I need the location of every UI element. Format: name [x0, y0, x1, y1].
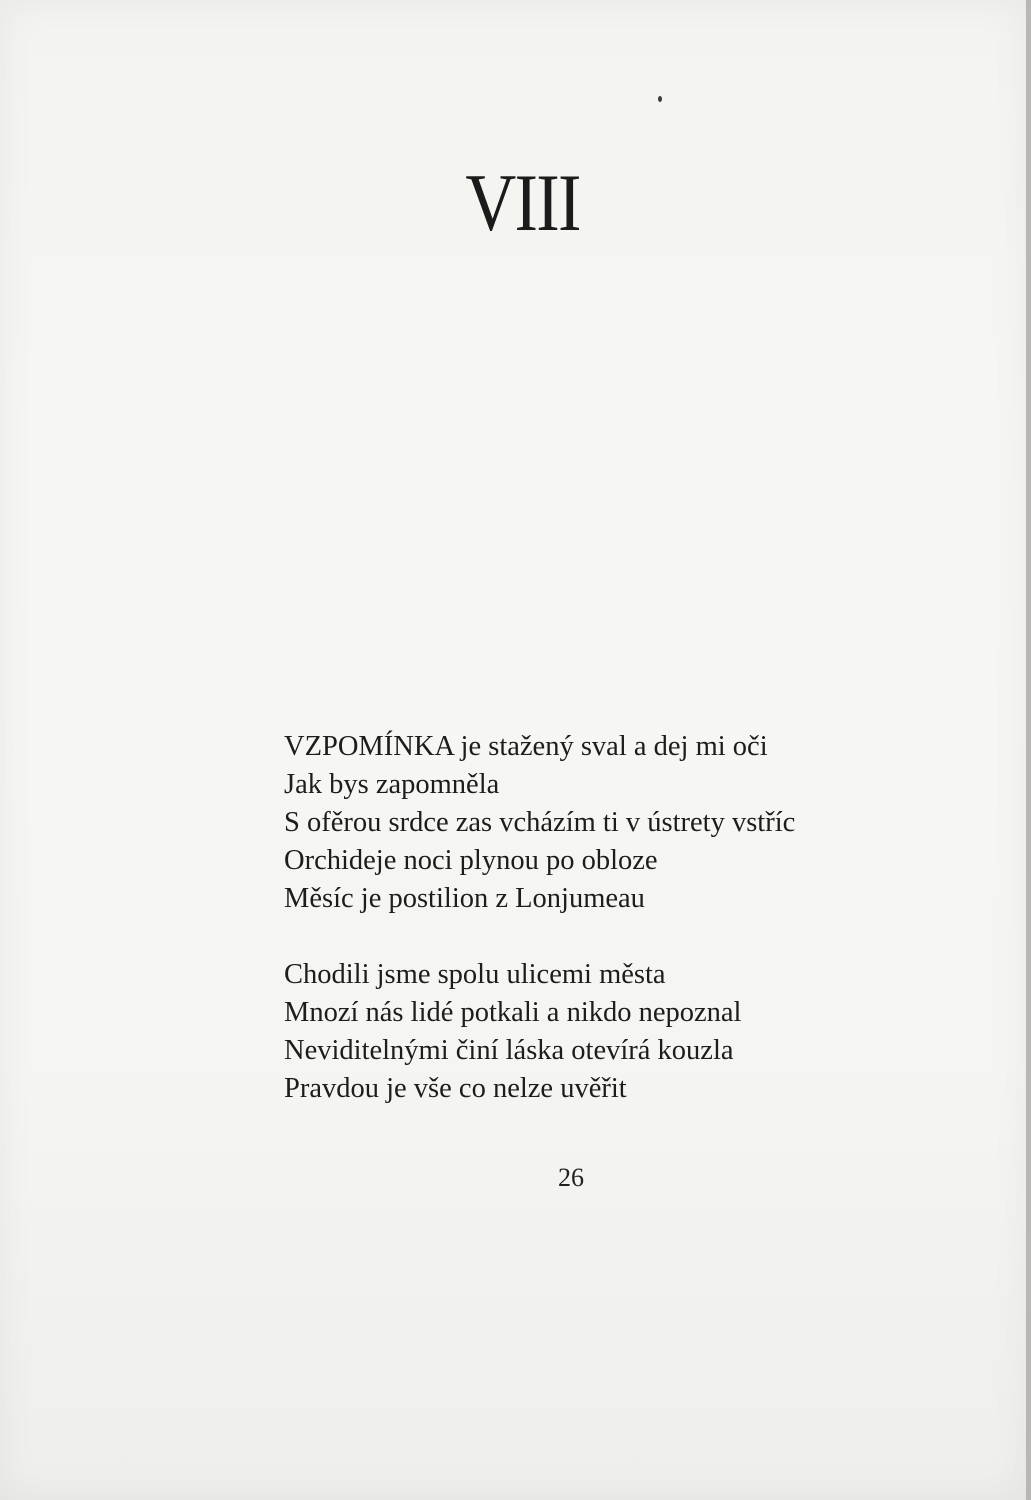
- poem-line: Orchideje noci plynou po obloze: [284, 845, 658, 876]
- stanza-2: [284, 956, 924, 1108]
- stanza-1: [284, 728, 924, 918]
- poem-line: VZPOMÍNKA je stažený sval a dej mi oči: [284, 731, 768, 762]
- poem: [284, 728, 924, 1108]
- poem-line: Pravdou je vše co nelze uvěřit: [284, 1073, 627, 1104]
- poem-line: Měsíc je postilion z Lonjumeau: [284, 883, 645, 914]
- poem-line: Neviditelnými činí láska otevírá kouzla: [284, 1035, 734, 1066]
- ink-speck: [658, 96, 662, 102]
- poem-line: Mnozí nás lidé potkali a nikdo nepoznal: [284, 997, 742, 1028]
- page-edge: [1026, 0, 1031, 1500]
- chapter-numeral: VIII: [465, 157, 580, 248]
- poem-line: S ofěrou srdce zas vcházím ti v ústrety vstříc: [284, 807, 796, 838]
- poem-line: Jak bys zapomněla: [284, 769, 500, 800]
- page-number: 26: [558, 1163, 584, 1192]
- poem-line: Chodili jsme spolu ulicemi města: [284, 959, 666, 990]
